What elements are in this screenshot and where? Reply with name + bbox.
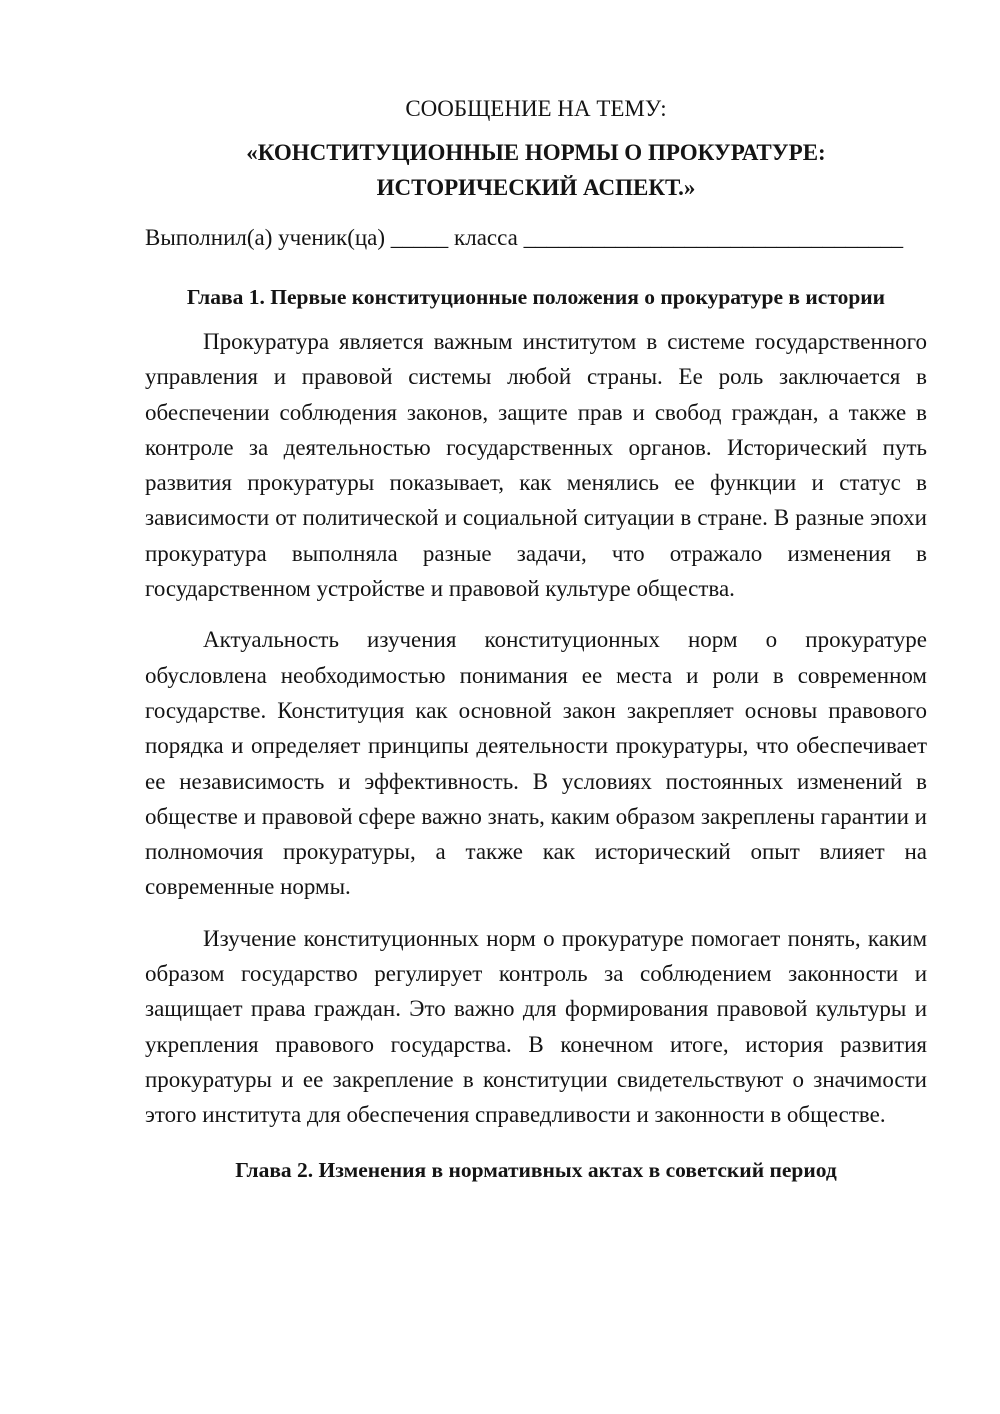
chapter-2-heading: Глава 2. Изменения в нормативных актах в советский период: [235, 1157, 837, 1182]
author-line: Выполнил(а) ученик(ца) _____ класса _________________________________: [145, 225, 904, 250]
document-title-line: «КОНСТИТУЦИОННЫЕ НОРМЫ О ПРОКУРАТУРЕ:: [246, 140, 826, 165]
chapter-1-paragraph: Прокуратура является важным институтом в системе государственного управления и правовой системы любой страны. Ее роль заключается в обеспечении соблюдения законов, защите прав и свобод граждан, а также в контроле за деятельностью государственных органов. Исторический путь развития прокуратуры показывает, как менялись ее функции и статус в зависимости от политической и социальной ситуации в стране. В разные эпохи прокуратура выполняла разные задачи, что отражало изменения в государственном устройстве и правовой культуре общества.: [145, 329, 927, 602]
chapter-1-heading: Глава 1. Первые конституционные положения о прокуратуре в истории: [186, 285, 886, 309]
chapter-1-paragraph: Актуальность изучения конституционных норм о прокуратуре обусловлена необходимостью понимания ее места и роли в современном государстве. Конституция как основной закон закрепляет основы правового порядка и определяет принципы деятельности прокуратуры, что обеспечивает ее независимость и эффективность. В условиях постоянных изменений в обществе и правовой сфере важно знать, каким образом закреплены гарантии и полномочия прокуратуры, а также как исторический опыт влияет на современные нормы.: [145, 627, 927, 900]
document-page: [145, 92, 927, 1197]
document-header: СООБЩЕНИЕ НА ТЕМУ:: [405, 96, 667, 121]
document-title: [145, 135, 927, 205]
chapter-1-paragraph: Изучение конституционных норм о прокуратуре помогает понять, каким образом государство регулирует контроль за соблюдением законности и защищает права граждан. Это важно для формирования правовой культуры и укрепления правового государства. В конечном итоге, история развития прокуратуры и ее закрепление в конституции свидетельствуют о значимости этого института для обеспечения справедливости и законности в обществе.: [145, 925, 927, 1128]
document-title-line: ИСТОРИЧЕСКИЙ АСПЕКТ.»: [376, 175, 696, 200]
